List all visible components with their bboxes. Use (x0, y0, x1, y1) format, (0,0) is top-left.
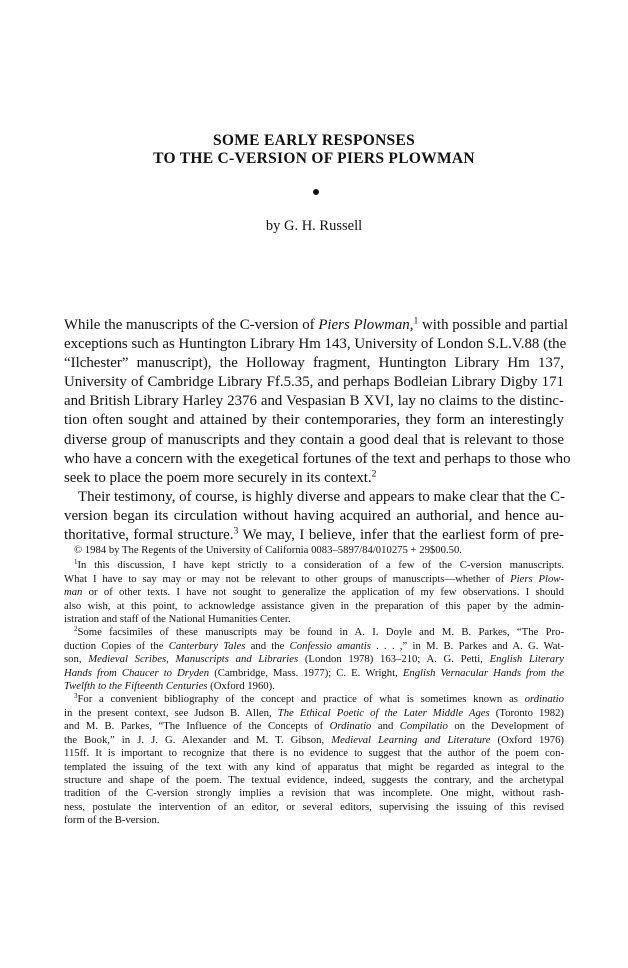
footnote-line (64, 626, 564, 639)
body-line (64, 507, 564, 526)
text-run: Some facsimiles of these manuscripts may be found in A. I. Doyle and M. B. Parkes, “The Pro- (77, 626, 564, 639)
text-run: who have a concern with the exegetical fortunes of the text and perhaps to those who (64, 450, 571, 467)
article-title-line-2: TO THE C-VERSION OF PIERS PLOWMAN (153, 150, 475, 167)
text-run: (London 1978) 163–210; A. G. Petti, (298, 653, 490, 666)
italic-text: Piers Plowman, (318, 317, 414, 333)
text-run: We may, I believe, infer that the earliest form of pre- (238, 527, 564, 544)
text-run: and British Library Harley 2376 and Vespasian B XVI, lay no claims to the distinc- (64, 393, 564, 410)
footnote-line (64, 667, 564, 680)
footnote-marker: 2 (371, 468, 377, 480)
text-run: the Book,” in J. J. G. Alexander and M. T. Gibson, (64, 733, 332, 746)
text-run: istration and staff of the National Humanities Center. (64, 613, 291, 626)
footnote-line (64, 707, 564, 720)
body-line (64, 431, 564, 450)
text-run: exceptions such as Huntington Library Hm 143, University of London S.L.V.88 (the (64, 336, 567, 353)
text-run: diverse group of manuscripts and they contain a good deal that is relevant to those (64, 431, 564, 448)
footnote-line (64, 734, 564, 747)
body-line (64, 354, 564, 373)
italic-text: Hands from Chaucer to Dryden (64, 666, 210, 679)
italic-text: Confessio amantis (289, 639, 371, 652)
text-run: (Toronto 1982) (489, 706, 564, 719)
text-run: structure and shape of the poem. The textual evidence, indeed, suggests the contrary, and the archetypal (64, 773, 564, 786)
italic-text: Medieval Learning and Literature (331, 733, 491, 746)
footnote-line (64, 640, 564, 653)
footnote-line (64, 720, 564, 733)
body-text (64, 315, 571, 545)
text-run: seek to place the poem more securely in its context. (64, 469, 372, 486)
text-run: (Cambridge, Mass. 1977); C. E. Wright, (209, 666, 403, 679)
text-run: (Oxford 1960). (207, 680, 275, 693)
footnote-line (64, 747, 564, 760)
text-run: in the present context, see Judson B. Allen, (64, 706, 278, 719)
footnote-marker: 3 (233, 525, 239, 537)
footnote-marker: 2 (74, 625, 78, 634)
text-run: son, (64, 653, 89, 666)
text-run: What I have to say may or may not be relevant to other groups of manuscripts—whether of (64, 572, 511, 585)
italic-text: Canterbury Tales (168, 639, 246, 652)
footnote-marker: 3 (74, 692, 78, 701)
footnote-line (64, 559, 564, 572)
body-line (64, 411, 564, 430)
italic-text: man (64, 586, 83, 599)
body-line (64, 392, 564, 411)
footnote-line (64, 544, 564, 557)
body-line (64, 450, 571, 469)
body-line (64, 315, 569, 335)
footnote-line (64, 680, 564, 693)
text-run: Their testimony, of course, is highly diverse and appears to make clear that the C- (78, 488, 565, 505)
text-run: version began its circulation without having acquired an authorial, and hence au- (64, 507, 564, 524)
italic-text: ordinatio (524, 693, 564, 706)
text-run: templated the issuing of the text with any kind of apparatus that might be regarded as integral to the (64, 760, 564, 773)
footnote-line (64, 787, 564, 800)
text-run: also wish, at this point, to acknowledge assistance given in the preparation of this paper by the admin- (64, 599, 564, 612)
italic-text: Medieval Scribes, Manuscripts and Libraries (88, 653, 299, 666)
body-line (64, 373, 564, 392)
footnotes (64, 544, 564, 828)
footnote-line (64, 693, 564, 706)
text-run: tion often sought and attained by their contemporaries, they form an interestingly (64, 412, 564, 429)
text-run: ness, postulate the intervention of an editor, or several editors, supervising the issuing of this revised (64, 800, 564, 813)
body-line (64, 526, 564, 545)
footnote-line (64, 801, 564, 814)
text-run: with possible and partial (418, 317, 569, 333)
body-line (64, 488, 564, 507)
footnote-line (64, 774, 564, 787)
footnote-marker: 1 (74, 558, 78, 567)
article-title-line-1: SOME EARLY RESPONSES (212, 132, 416, 149)
italic-text: Compilatio (399, 720, 448, 733)
author-byline: by G. H. Russell (265, 218, 363, 234)
text-run: thoritative, formal structure. (64, 527, 234, 544)
text-run: While the manuscripts of the C-version of (64, 317, 319, 333)
body-line (64, 469, 564, 488)
footnote-line (64, 814, 564, 827)
text-run: and (371, 720, 400, 733)
footnote-line (64, 573, 564, 586)
text-run: For a convenient bibliography of the concept and practice of what is sometimes known as (77, 693, 525, 706)
italic-text: English Vernacular Hands from the (402, 666, 565, 679)
text-run: on the Development of (447, 720, 564, 733)
text-run: (Oxford 1976) (490, 733, 564, 746)
text-run: “Ilchester” manuscript), the Holloway fragment, Huntington Library Hm 137, (64, 355, 564, 372)
text-run: © 1984 by The Regents of the University of California 0083–5897/84/010275 + 29$00.50. (74, 544, 462, 556)
footnote-line (64, 586, 564, 599)
text-run: In this discussion, I have kept strictly to a consideration of a few of the C-version manuscripts. (77, 559, 564, 572)
text-run: and M. B. Parkes, “The Influence of the Concepts of (64, 720, 330, 733)
text-run: University of Cambridge Library Ff.5.35, and perhaps Bodleian Library Digby 171 (64, 374, 564, 391)
footnote-marker: 1 (413, 315, 419, 327)
italic-text: English Literary (489, 653, 564, 666)
text-run: tradition of the C-version strongly implies a revision that was incomplete. One might, without rash- (64, 787, 564, 800)
italic-text: Piers Plow- (510, 572, 564, 585)
text-run: . . . ,” in M. B. Parkes and A. G. Wat- (370, 639, 564, 652)
italic-text: Twelfth to the Fifteenth Centuries (64, 680, 208, 693)
text-run: duction Copies of the (64, 639, 169, 652)
footnote-line (64, 653, 564, 666)
text-run: and the (245, 639, 290, 652)
text-run: 115ff. It is important to recognize that there is no evidence to suggest that the author of the poem con- (64, 747, 564, 760)
footnote-line (64, 613, 564, 626)
footnote-line (64, 600, 564, 613)
body-line (64, 335, 567, 354)
italic-text: Ordinatio (329, 720, 372, 733)
footnote-line (64, 761, 564, 774)
italic-text: The Ethical Poetic of the Later Middle Ages (277, 706, 490, 719)
text-run: or of other texts. I have not sought to generalize the application of my few observations. I should (82, 586, 564, 599)
text-run: form of the B-version. (64, 814, 160, 827)
section-ornament-dot (313, 189, 319, 195)
